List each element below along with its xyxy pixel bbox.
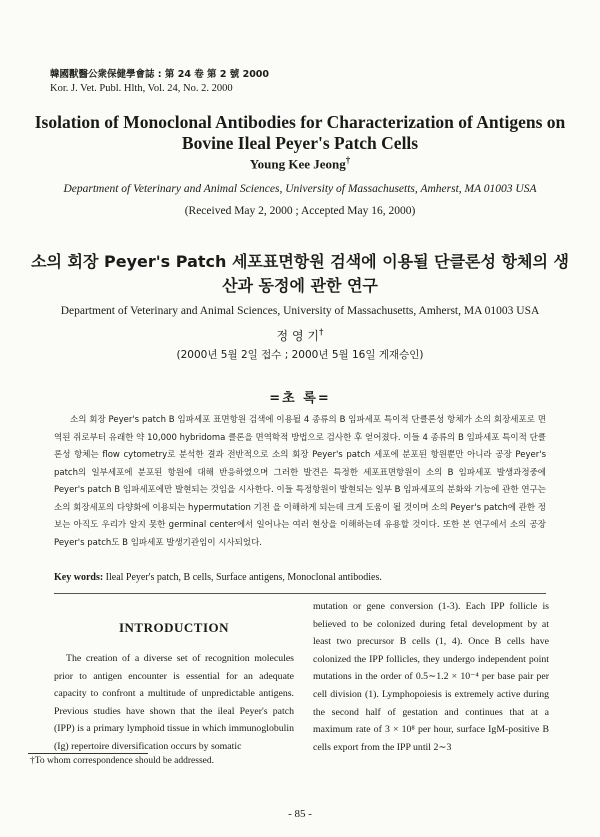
author-name: Young Kee Jeong (249, 156, 346, 172)
paper-title-english: Isolation of Monoclonal Antibodies for Characterization of Antigens on Bovine Ileal Peyer's Patch Cells (34, 112, 566, 153)
page-number: - 85 - (288, 808, 312, 820)
affiliation-korean-section: Department of Veterinary and Animal Sciences, University of Massachusetts, Amherst, MA 01003 USA (60, 305, 540, 317)
received-dates-english: (Received May 2, 2000 ; Accepted May 16, 2000) (184, 205, 416, 217)
journal-name-korean: 韓國獸醫公衆保健學會誌 : 第 24 卷 第 2 號 2000 (50, 69, 270, 80)
author-name-korean: 정 영 기 (276, 329, 319, 343)
corresponding-mark: † (345, 155, 351, 165)
affiliation-english: Department of Veterinary and Animal Sciences, University of Massachusetts, Amherst, MA 01003 USA (63, 183, 537, 195)
paper-title-korean: 소의 회장 Peyer's Patch 세포표면항원 검색에 이용될 단클론성 항체의 생산과 동정에 관한 연구 (31, 252, 569, 295)
introduction-heading: INTRODUCTION (118, 620, 229, 635)
keywords (54, 572, 546, 583)
author-english (0, 155, 600, 172)
keywords-list: Ileal Peyer's patch, B cells, Surface antigens, Monoclonal antibodies. (105, 572, 382, 583)
abstract-heading: =초 록= (269, 391, 331, 406)
section-divider (54, 593, 546, 594)
corresponding-mark-korean: † (318, 328, 324, 338)
introduction-left-column: The creation of a diverse set of recognition molecules prior to antigen encounter is essential for an adequate capacity to confront a multitude of unpredictable antigens. Previous studies have shown that the ileal Peyer's patch (IPP) is a primary lymphoid tissue in which immunoglobulin (Ig) repertoire diversification occurs by somatic (54, 653, 294, 752)
journal-name-english: Kor. J. Vet. Publ. Hlth, Vol. 24, No. 2. 2000 (50, 83, 233, 94)
abstract-body: 소의 회장 Peyer's patch B 임파세포 표면항원 검색에 이용될 4 종류의 B 임파세포 특이적 단클론성 항체가 소의 회장세포로 면역된 쥐로부터 유래한 약 10,000 hybridoma 클론을 면역학적 방법으로 검사한 후 얻어졌다. 이들 4 종류의 B 임파세포 특이적 단클론성 항체는 flow cytometry로 분석한 결과 전반적으로 소의 회장 Peyer's patch 세포에 분포된 항원뿐만 아니라 공장 Peyer's patch의 일부세포에 분포된 항원에 대해 반응하였으며 그러한 발견은 특정한 세포표면항원이 소의 B 임파세포 발생과정중에 Peyer's patch B 임파세포에만 발현되는 것임을 시사한다. 이들 특정항원이 발현되는 일부 B 임파세포의 분화와 기능에 관한 연구는 소의 회장세포의 다양화에 이용되는 hypermutation 기전 을 이해하게 되는데 크게 도움이 될 것이며 소의 Peyer's patch에 관한 정보는 아직도 우리가 알지 못한 germinal center에서 일어나는 여러 현상을 이해하는데 유용할 것이다. 또한 본 연구에서 소의 공장 Peyer's patch도 B 임파세포 발생기관임이 시사되었다. (54, 415, 546, 548)
footnote: †To whom correspondence should be addressed. (30, 756, 215, 766)
footnote-rule (28, 753, 148, 754)
received-dates-korean: (2000년 5월 2일 접수 ; 2000년 5월 16일 게재승인) (176, 349, 424, 361)
keywords-label: Key words: (54, 572, 104, 583)
author-korean (0, 327, 600, 344)
journal-header (50, 68, 269, 96)
introduction-right-column: mutation or gene conversion (1-3). Each IPP follicle is believed to be colonized during fetal development by at least two precursor B cells (1, 4). Once B cells have colonized the IPP follicles, they undergo independent point mutations in the order of 0.5∼1.2 × 10⁻⁴ per base pair per cell division (1). Lymphopoiesis is extremely active during the second half of gestation and continues that at a maximum rate of 3 × 10⁸ per hour, surface IgM-positive B cells export from the IPP until 2∼3 (313, 601, 549, 753)
